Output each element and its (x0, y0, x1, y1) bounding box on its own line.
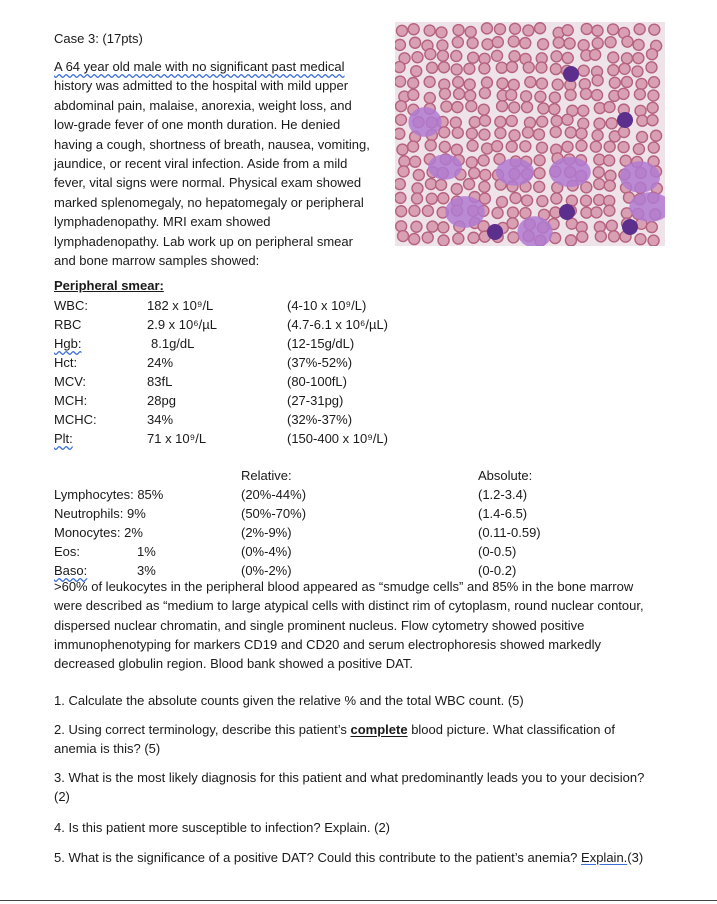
red-cell (425, 140, 436, 151)
red-cell (635, 234, 646, 245)
red-cell (578, 105, 589, 116)
red-cell (506, 115, 517, 126)
red-cell (592, 90, 603, 101)
lymphocyte (487, 224, 503, 240)
red-cell (648, 90, 659, 101)
table-row: Lymphocytes: 85% (20%-44%) (1.2-3.4) (54, 487, 528, 502)
question-5: 5. What is the significance of a positive DAT? Could this contribute to the patient’s anemia? Explain.(3) (54, 850, 644, 865)
red-cell (508, 232, 519, 243)
red-cell (578, 118, 589, 129)
red-cell (395, 101, 406, 112)
question-2-cont: anemia is this? (5) (54, 741, 161, 756)
red-cell (605, 37, 616, 48)
case-title: Case 3: (17pts) (54, 31, 143, 46)
red-cell (537, 196, 548, 207)
red-cell (523, 25, 534, 36)
red-cell (551, 193, 562, 204)
red-cell (452, 102, 463, 113)
red-cell (466, 128, 477, 139)
red-cell (437, 50, 448, 61)
red-cell (412, 183, 423, 194)
red-cell (480, 169, 491, 180)
red-cell (495, 128, 506, 139)
red-cell (522, 127, 533, 138)
red-cell (553, 37, 564, 48)
red-cell (594, 179, 605, 190)
red-cell (604, 102, 615, 113)
red-cell (395, 62, 405, 73)
red-cell (604, 141, 615, 152)
red-cell (427, 221, 438, 232)
red-cell (497, 78, 508, 89)
red-cell (409, 205, 420, 216)
smudge-cell (428, 154, 462, 179)
red-cell (492, 141, 503, 152)
red-cell (395, 192, 406, 203)
red-cell (535, 91, 546, 102)
history-line: lymphadenopathy. MRI exam showed (54, 214, 271, 230)
red-cell (451, 64, 462, 75)
red-cell (520, 38, 531, 49)
history-line: jaundice, or recent viral infection. Aside from a mild (54, 156, 348, 172)
red-cell (619, 127, 630, 138)
table-row: MCHC: 34% (32%-37%) (54, 412, 353, 427)
red-cell (604, 205, 615, 216)
red-cell (479, 193, 490, 204)
red-cell (634, 89, 645, 100)
red-cell (634, 24, 645, 35)
red-cell (506, 62, 517, 73)
red-cell (466, 101, 477, 112)
red-cell (468, 52, 479, 63)
red-cell (452, 37, 463, 48)
red-cell (425, 179, 436, 190)
red-cell (482, 39, 493, 50)
history-line: and bone marrow samples showed: (54, 253, 260, 269)
patient-history (54, 57, 384, 270)
red-cell (464, 79, 475, 90)
history-line: having a cough, shortness of breath, nausea, vomiting, (54, 136, 370, 152)
red-cell (451, 144, 462, 155)
red-cell (534, 181, 545, 192)
red-cell (562, 52, 573, 63)
red-cell (523, 62, 534, 73)
red-cell (604, 155, 615, 166)
red-cell (608, 24, 619, 35)
lymphocyte (622, 219, 638, 235)
red-cell (506, 141, 517, 152)
red-cell (396, 25, 407, 36)
red-cell (550, 64, 561, 75)
red-cell (451, 50, 462, 61)
table-row: Hct: 24% (37%-52%) (54, 355, 353, 370)
red-cell (453, 25, 464, 36)
red-cell (437, 40, 448, 51)
red-cell (562, 114, 573, 125)
red-cell (649, 77, 660, 88)
history-line: fever, vital signs were normal. Physical exam showed (54, 175, 362, 191)
red-cell (592, 130, 603, 141)
table-row: Eos: 1% (0%-4%) (0-0.5) (54, 544, 517, 559)
findings-line: dispersed nuclear chromatin, and single prominent nucleus. Flow cytometry showed positive (54, 617, 585, 633)
red-cell (496, 196, 507, 207)
red-cell (608, 65, 619, 76)
red-cell (637, 131, 648, 142)
question-3: 3. What is the most likely diagnosis for this patient and what predominantly leads you to your decision? (54, 770, 645, 785)
red-cell (536, 62, 547, 73)
red-cell (438, 235, 449, 246)
red-cell (411, 66, 422, 77)
red-cell (633, 53, 644, 64)
red-cell (454, 88, 465, 99)
red-cell (594, 194, 605, 205)
history-line: low-grade fever of one month duration. He denied (54, 117, 341, 133)
red-cell (632, 66, 643, 77)
red-cell (577, 231, 588, 242)
red-cell (647, 115, 658, 126)
red-cell (508, 79, 519, 90)
red-cell (649, 24, 660, 35)
red-cell (424, 76, 435, 87)
red-cell (479, 129, 490, 140)
page-edge (0, 900, 717, 901)
red-cell (551, 51, 562, 62)
smudge-cell (408, 107, 441, 137)
red-cell (538, 103, 549, 114)
red-cell (425, 49, 436, 60)
red-cell (427, 62, 438, 73)
red-cell (412, 193, 423, 204)
red-cell (522, 102, 533, 113)
red-cell (479, 181, 490, 192)
table-row: WBC: 182 x 10⁹/L (4-10 x 10⁹/L) (54, 298, 367, 313)
red-cell (536, 142, 547, 153)
table-row: Plt: 71 x 10⁹/L (150-400 x 10⁹/L) (54, 431, 388, 446)
red-cell (452, 127, 463, 138)
red-cell (410, 37, 421, 48)
red-cell (593, 167, 604, 178)
red-cell (494, 24, 505, 35)
red-cell (576, 128, 587, 139)
red-cell (509, 51, 520, 62)
red-cell (647, 102, 658, 113)
red-cell (451, 183, 462, 194)
red-cell (534, 168, 545, 179)
red-cell (606, 220, 617, 231)
findings-line: decreased globulin region. Blood bank showed a positive DAT. (54, 656, 413, 672)
red-cell (438, 193, 449, 204)
lymphocyte (559, 204, 575, 220)
red-cell (604, 180, 615, 191)
red-cell (464, 63, 475, 74)
red-cell (465, 90, 476, 101)
lymphocyte (617, 112, 633, 128)
red-cell (413, 169, 424, 180)
red-cell (436, 179, 447, 190)
red-cell (510, 23, 521, 34)
red-cell (408, 24, 419, 35)
table-row: MCH: 28pg (27-31pg) (54, 393, 344, 408)
red-cell (535, 23, 546, 34)
red-cell (552, 79, 563, 90)
red-cell (478, 104, 489, 115)
red-cell (412, 52, 423, 63)
red-cell (438, 62, 449, 73)
red-cell (581, 195, 592, 206)
red-cell (492, 207, 503, 218)
red-cell (594, 118, 605, 129)
red-cell (424, 92, 435, 103)
red-cell (534, 155, 545, 166)
table-row: Hgb: 8.1g/dL (12-15g/dL) (54, 336, 355, 351)
red-cell (453, 233, 464, 244)
red-cell (408, 141, 419, 152)
table-header: Relative: Absolute: (241, 468, 533, 483)
peripheral-smear-heading: Peripheral smear: (54, 278, 164, 293)
red-cell (439, 141, 450, 152)
red-cell (564, 38, 575, 49)
red-cell (424, 25, 435, 36)
table-row: Monocytes: 2% (2%-9%) (0.11-0.59) (54, 525, 541, 540)
red-cell (550, 127, 561, 138)
red-cell (565, 127, 576, 138)
red-cell (618, 142, 629, 153)
red-cell (426, 193, 437, 204)
red-cell (592, 38, 603, 49)
findings-line: were described as “medium to large atypical cells with distinct rim of cytoplasm, round nuclear contour, (54, 598, 644, 614)
red-cell (647, 49, 658, 60)
red-cell (395, 39, 405, 50)
red-cell (408, 89, 419, 100)
red-cell (622, 36, 633, 47)
red-cell (395, 76, 406, 87)
smudge-cell (620, 161, 660, 192)
red-cell (648, 142, 659, 153)
red-cell (408, 78, 419, 89)
red-cell (395, 114, 406, 125)
history-line: lymphadenopathy. Lab work up on peripheral smear (54, 233, 353, 249)
findings-paragraph (54, 577, 674, 673)
red-cell (592, 75, 603, 86)
red-cell (464, 179, 475, 190)
red-cell (534, 129, 545, 140)
red-cell (580, 88, 591, 99)
red-cell (562, 141, 573, 152)
red-cell (590, 141, 601, 152)
red-cell (410, 156, 421, 167)
red-cell (398, 231, 409, 242)
red-cell (646, 222, 657, 233)
red-cell (481, 77, 492, 88)
red-cell (648, 235, 659, 246)
red-cell (466, 157, 477, 168)
smudge-cell (445, 196, 485, 228)
history-line: abdominal pain, malaise, anorexia, weight loss, and (54, 97, 352, 113)
red-cell (633, 144, 644, 155)
red-cell (496, 62, 507, 73)
red-cell (562, 25, 573, 36)
red-cell (506, 89, 517, 100)
red-cell (507, 218, 518, 229)
red-cell (411, 221, 422, 232)
red-cell (396, 206, 407, 217)
red-cell (492, 50, 503, 61)
red-cell (606, 118, 617, 129)
history-line: marked splenomegaly, no hepatomegaly or peripheral (54, 194, 364, 210)
smudge-cell (496, 158, 534, 185)
red-cell (549, 92, 560, 103)
red-cell (576, 140, 587, 151)
red-cell (609, 77, 620, 88)
red-cell (510, 193, 521, 204)
red-cell (482, 143, 493, 154)
red-cell (578, 40, 589, 51)
red-cell (467, 140, 478, 151)
red-cell (509, 130, 520, 141)
red-cell (469, 168, 480, 179)
red-cell (608, 231, 619, 242)
red-cell (595, 231, 606, 242)
question-4: 4. Is this patient more susceptible to infection? Explain. (2) (54, 820, 391, 835)
red-cell (495, 116, 506, 127)
red-cell (581, 23, 592, 34)
red-cell (436, 27, 447, 38)
lymphocyte (563, 66, 579, 82)
red-cell (592, 25, 603, 36)
question-3-cont: (2) (54, 789, 70, 804)
table-row: Neutrophils: 9% (50%-70%) (1.4-6.5) (54, 506, 528, 521)
red-cell (621, 53, 632, 64)
findings-line: immunophenotyping for markers CD19 and CD20 and serum electrophoresis showed markedly (54, 636, 601, 652)
red-cell (480, 115, 491, 126)
red-cell (439, 127, 450, 138)
blood-smear-image (395, 22, 665, 246)
red-cell (551, 115, 562, 126)
red-cell (397, 144, 408, 155)
red-cell (467, 38, 478, 49)
red-cell (536, 78, 547, 89)
red-cell (636, 78, 647, 89)
red-cell (508, 36, 519, 47)
red-cell (479, 88, 490, 99)
red-cell (619, 63, 630, 74)
red-cell (565, 89, 576, 100)
red-cell (591, 207, 602, 218)
question-2: 2. Using correct terminology, describe this patient’s complete blood picture. What classification of (54, 722, 615, 737)
findings-line: >60% of leukocytes in the peripheral blood appeared as “smudge cells” and 85% in the bone marrow (54, 579, 634, 594)
red-cell (608, 52, 619, 63)
red-cell (395, 128, 405, 139)
red-cell (590, 49, 601, 60)
red-cell (398, 166, 409, 177)
red-cell (646, 62, 657, 73)
red-cell (409, 234, 420, 245)
red-cell (521, 91, 532, 102)
red-cell (618, 88, 629, 99)
red-cell (537, 116, 548, 127)
red-cell (520, 208, 531, 219)
table-row: Baso: 3% (0%-2%) (0-0.2) (54, 563, 517, 578)
red-cell (441, 101, 452, 112)
red-cell (399, 156, 410, 167)
red-cell (525, 77, 536, 88)
history-line: A 64 year old male with no significant past medical (54, 59, 345, 74)
table-row: RBC 2.9 x 10⁶/µL (4.7-6.1 x 10⁶/µL) (54, 317, 388, 332)
red-cell (621, 76, 632, 87)
red-cell (469, 117, 480, 128)
table-row: MCV: 83fL (80-100fL) (54, 374, 347, 389)
red-cell (450, 117, 461, 128)
red-cell (507, 207, 518, 218)
red-cell (422, 205, 433, 216)
red-cell (465, 26, 476, 37)
red-cell (492, 37, 503, 48)
red-cell (422, 232, 433, 243)
red-cell (468, 232, 479, 243)
red-cell (497, 101, 508, 112)
red-cell (481, 23, 492, 34)
red-cell (395, 179, 405, 190)
red-cell (522, 195, 533, 206)
red-cell (438, 222, 449, 233)
red-cell (637, 115, 648, 126)
red-cell (479, 63, 490, 74)
red-cell (478, 155, 489, 166)
red-cell (538, 39, 549, 50)
red-cell (565, 235, 576, 246)
red-cell (520, 141, 531, 152)
red-cell (453, 77, 464, 88)
red-cell (635, 105, 646, 116)
smudge-cell (549, 157, 591, 187)
red-cell (439, 88, 450, 99)
red-cell (549, 104, 560, 115)
red-cell (633, 39, 644, 50)
red-cell (509, 102, 520, 113)
history-line: history was admitted to the hospital with mild upper (54, 78, 349, 94)
question-1: 1. Calculate the absolute counts given the relative % and the total WBC count. (5) (54, 693, 524, 708)
red-cell (651, 130, 662, 141)
red-cell (578, 65, 589, 76)
